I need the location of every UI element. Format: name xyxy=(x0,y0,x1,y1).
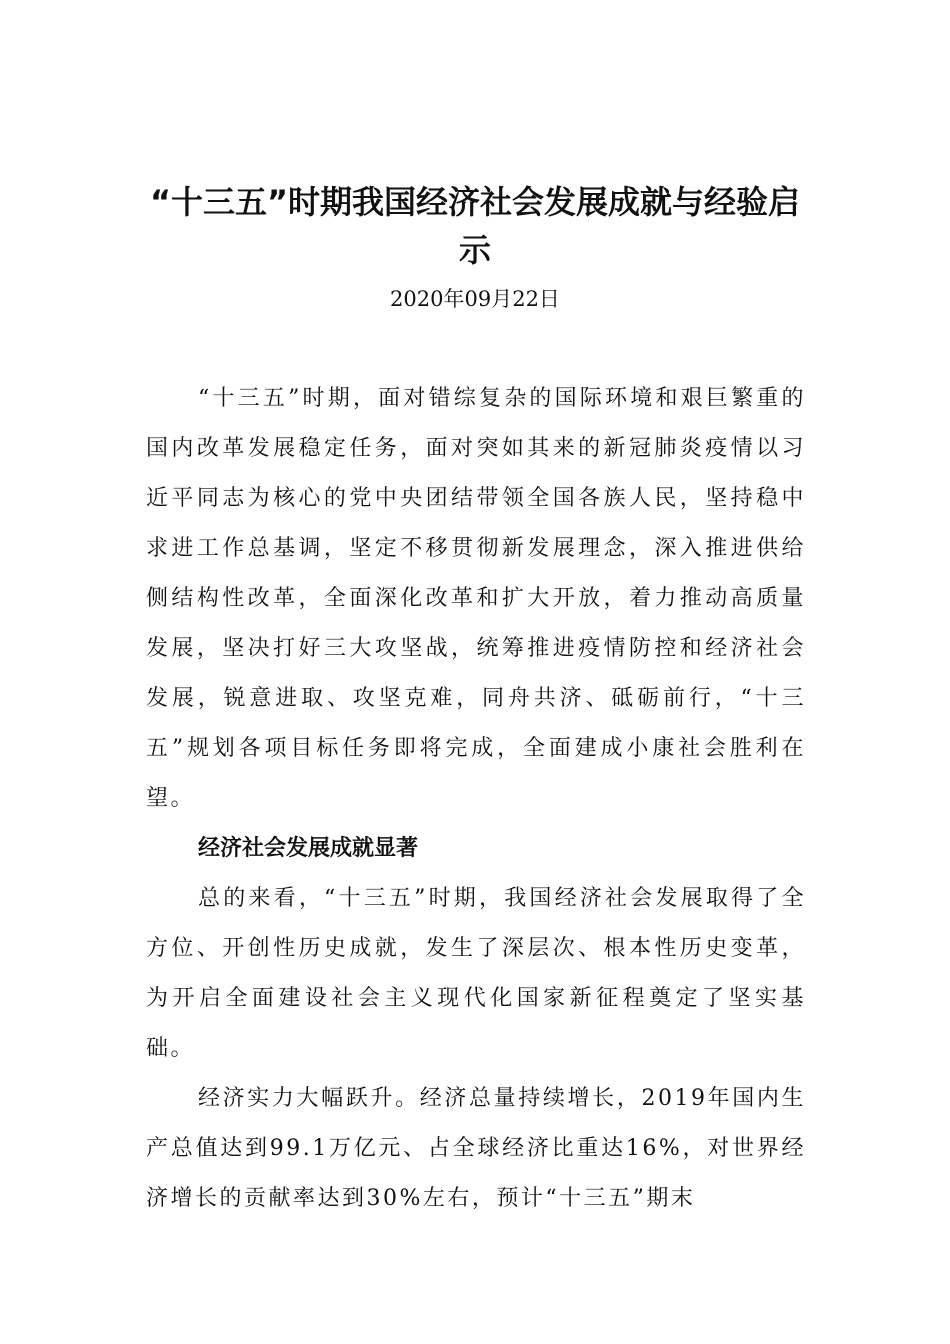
section-heading: 经济社会发展成就显著 xyxy=(198,836,419,861)
intro-paragraph: “十三五”时期，面对错综复杂的国际环境和艰巨繁重的国内改革发展稳定任务，面对突如其来的新冠肺炎疫情以习近平同志为核心的党中央团结带领全国各族人民，坚持稳中求进工作总基调，坚定不移贯彻新发展理念，深入推进供给侧结构性改革，全面深化改革和扩大开放，着力推动高质量发展，坚决打好三大攻坚战，统筹推进疫情防控和经济社会发展，锐意进取、攻坚克难，同舟共济、砥砺前行，“十三五”规划各项目标任务即将完成，全面建成小康社会胜利在望。 xyxy=(146,386,806,811)
publish-date: 2020年09月22日 xyxy=(390,287,560,311)
economy-paragraph: 经济实力大幅跃升。经济总量持续增长，2019年国内生产总值达到99.1万亿元、占全球经济比重达16%，对世界经济增长的贡献率达到30%左右，预计“十三五”期末 xyxy=(146,1086,806,1211)
summary-paragraph: 总的来看，“十三五”时期，我国经济社会发展取得了全方位、开创性历史成就，发生了深层次、根本性历史变革，为开启全面建设社会主义现代化国家新征程奠定了坚实基础。 xyxy=(146,886,806,1061)
page-title: “十三五”时期我国经济社会发展成就与经验启示 xyxy=(149,183,801,269)
article-body xyxy=(146,374,806,1224)
